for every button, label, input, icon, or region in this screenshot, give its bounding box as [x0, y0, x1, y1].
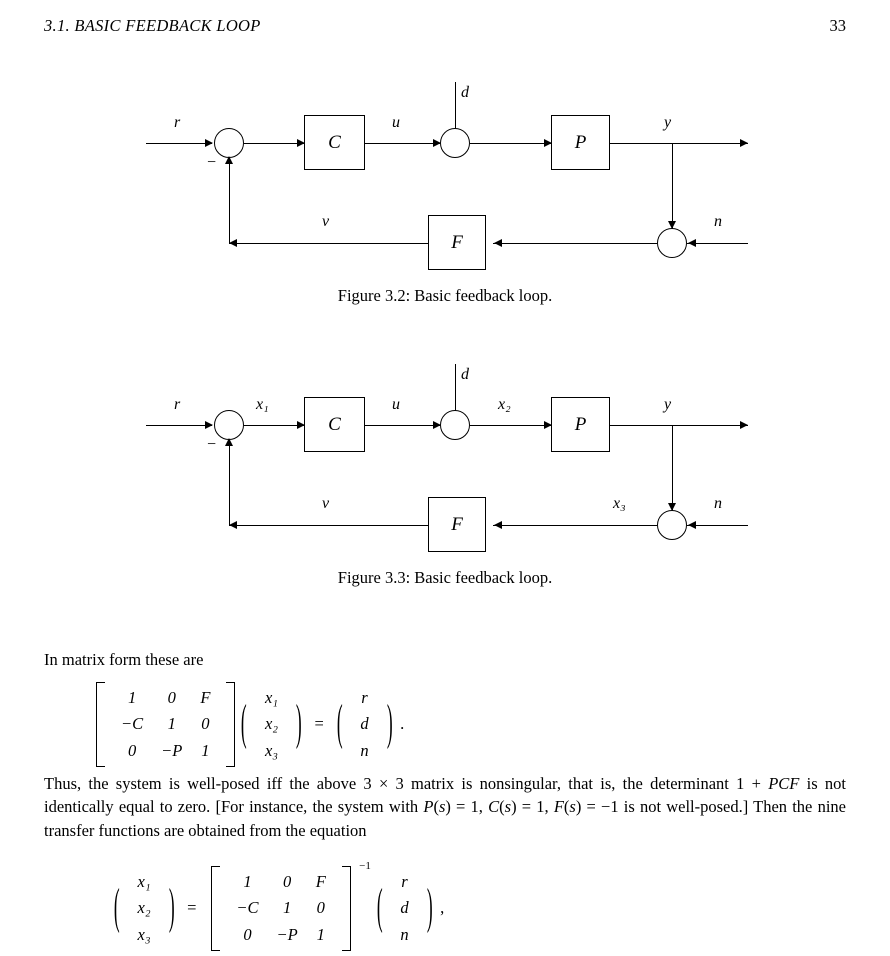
paren-right: ) [168, 877, 175, 935]
matrix-cell: −C [236, 898, 259, 918]
matrix-cell: F [315, 872, 326, 891]
arrowhead-r [205, 139, 213, 147]
vector-cell: x₂ [264, 714, 279, 734]
vector-cell: r [401, 872, 408, 891]
signal-label-d: d [461, 366, 469, 383]
vector-cell: x₂ [137, 898, 151, 918]
matrix-cell: 1 [127, 688, 137, 707]
signal-label-r: r [174, 114, 181, 131]
vector-cell: n [400, 924, 409, 944]
paren-right: ) [426, 877, 433, 935]
equation-1 [92, 682, 404, 767]
arrowhead-into-sum1 [225, 156, 233, 164]
equals-sign: = [314, 714, 324, 734]
vector-cell: n [360, 740, 369, 760]
signal-label-d: d [461, 84, 469, 101]
matrix-bracket-2 [207, 860, 371, 951]
matrix-cell: 1 [167, 714, 176, 734]
figure-3-3-diagram [0, 340, 890, 555]
line-sum2-to-P [470, 143, 551, 144]
signal-label-y: y [664, 396, 672, 413]
signal-label-x1: x₁ [256, 396, 269, 413]
line-n-in [687, 243, 748, 244]
figure-3-2-diagram [0, 58, 890, 273]
line-noise-to-F [493, 525, 657, 526]
equation-1-trailing-punctuation: . [400, 714, 405, 734]
vector-x-1 [239, 682, 303, 767]
paren-left: ( [336, 693, 343, 751]
signal-label-x3: x₃ [613, 495, 626, 512]
vector-rhs-2 [375, 866, 434, 951]
vector-cell: d [360, 714, 369, 734]
arrowhead-v-left [229, 239, 237, 247]
block-controller-label: C [328, 131, 341, 153]
vector-x-2 [112, 866, 176, 951]
matrix-cell: 0 [201, 714, 210, 734]
conclusion-paragraph: Thus, the system is well-posed iff the above 3 × 3 matrix is nonsingular, that is, the determinant 1 + PCF is not identically equal to zero. [For instance, the system with P(s) = 1, C(s) = 1, F(s) = −1 is not well-posed.] Then the nine transfer functions are obtained from the equation [44, 774, 847, 840]
line-F-to-left [229, 243, 428, 244]
signal-label-v: v [322, 495, 330, 512]
block-controller [304, 397, 365, 452]
matrix-cell: −C [121, 714, 144, 734]
paren-right: ) [295, 693, 302, 751]
running-head-title: 3.1. BASIC FEEDBACK LOOP [44, 16, 261, 35]
paren-right: ) [386, 693, 393, 751]
signal-label-r: r [174, 396, 181, 413]
paren-left: ( [241, 693, 248, 751]
matrix-bracket-1 [92, 682, 239, 767]
signal-label-y: y [664, 114, 672, 131]
matrix-inverse-exponent: −1 [359, 860, 371, 872]
matrix-cell: 0 [127, 740, 137, 760]
vector-cell: r [361, 688, 368, 707]
bracket-left [96, 682, 105, 767]
line-noise-to-F [493, 243, 657, 244]
line-v-up-to-sum1 [229, 440, 230, 525]
matrix-cell: −P [161, 740, 183, 760]
line-sum1-to-C [244, 425, 304, 426]
vector-cell: x₁ [264, 688, 279, 707]
summing-junction-noise [657, 510, 687, 540]
block-plant-label: P [574, 131, 587, 153]
line-v-up-to-sum1 [229, 158, 230, 243]
line-sum1-to-C [244, 143, 304, 144]
block-controller [304, 115, 365, 170]
line-y-branch-down [672, 143, 673, 229]
arrowhead-v-left [229, 521, 237, 529]
signal-label-u: u [392, 114, 400, 131]
matrix-cell: 0 [243, 924, 252, 944]
block-plant-label: P [574, 413, 587, 435]
minus-sign-1: − [207, 154, 217, 171]
figure-3-3 [0, 340, 890, 587]
figure-3-2 [0, 58, 890, 305]
block-filter [428, 215, 486, 270]
line-r-in [146, 143, 212, 144]
matrix-cell: 0 [167, 688, 176, 707]
signal-label-x2: x₂ [498, 396, 511, 413]
vector-rhs-1 [335, 682, 394, 767]
matrix-cell: 0 [316, 898, 325, 918]
matrix-cell: 0 [283, 872, 292, 891]
vector-cell: x₁ [137, 872, 151, 891]
intro-paragraph: In matrix form these are [44, 650, 204, 669]
paren-left: ( [376, 877, 383, 935]
summing-junction-noise [657, 228, 687, 258]
arrowhead-r [205, 421, 213, 429]
line-P-out [610, 143, 748, 144]
matrix-cell: 1 [243, 872, 252, 891]
page-header [44, 16, 846, 40]
equation-2-trailing-punctuation: , [440, 898, 445, 918]
arrowhead-into-sum1 [225, 438, 233, 446]
signal-label-n: n [714, 213, 722, 230]
block-controller-label: C [328, 413, 341, 435]
block-filter [428, 497, 486, 552]
matrix-2 [220, 866, 341, 951]
summing-junction-2 [440, 128, 470, 158]
matrix-1 [105, 682, 226, 767]
matrix-cell: 1 [283, 898, 292, 918]
vector-x-2-cells [122, 866, 167, 951]
signal-label-n: n [714, 495, 722, 512]
bracket-right [342, 866, 351, 951]
line-r-in [146, 425, 212, 426]
signal-label-u: u [392, 396, 400, 413]
bracket-left [211, 866, 220, 951]
line-P-out [610, 425, 748, 426]
summing-junction-1 [214, 128, 244, 158]
line-F-to-left [229, 525, 428, 526]
arrowhead-into-F [494, 239, 502, 247]
block-plant [551, 115, 610, 170]
equals-sign: = [187, 898, 197, 918]
arrowhead-n-left [688, 521, 696, 529]
matrix-cell: 1 [201, 740, 210, 760]
block-filter-label: F [451, 513, 463, 535]
minus-sign-1: − [207, 436, 217, 453]
arrowhead-y-out [740, 139, 748, 147]
vector-cell: x₃ [264, 740, 279, 760]
line-C-to-sum2 [365, 425, 440, 426]
matrix-cell: −P [276, 924, 298, 944]
line-C-to-sum2 [365, 143, 440, 144]
equation-2 [112, 860, 445, 951]
summing-junction-1 [214, 410, 244, 440]
arrowhead-into-F [494, 521, 502, 529]
signal-label-v: v [322, 213, 330, 230]
bracket-right [226, 682, 235, 767]
line-sum2-to-P [470, 425, 551, 426]
vector-rhs-2-cells [384, 866, 424, 951]
line-y-branch-down [672, 425, 673, 511]
figure-3-2-caption: Figure 3.2: Basic feedback loop. [337, 286, 553, 305]
vector-rhs-1-cells [344, 682, 384, 767]
figure-3-3-caption: Figure 3.3: Basic feedback loop. [337, 568, 553, 587]
arrowhead-n-left [688, 239, 696, 247]
paren-left: ( [113, 877, 120, 935]
line-n-in [687, 525, 748, 526]
page-number: 33 [829, 16, 846, 35]
summing-junction-2 [440, 410, 470, 440]
matrix-cell: F [200, 688, 211, 707]
vector-x-1-cells [249, 682, 294, 767]
arrowhead-y-out [740, 421, 748, 429]
block-filter-label: F [451, 231, 463, 253]
matrix-cell: 1 [316, 924, 325, 944]
vector-cell: d [400, 898, 409, 918]
block-plant [551, 397, 610, 452]
vector-cell: x₃ [137, 924, 151, 944]
